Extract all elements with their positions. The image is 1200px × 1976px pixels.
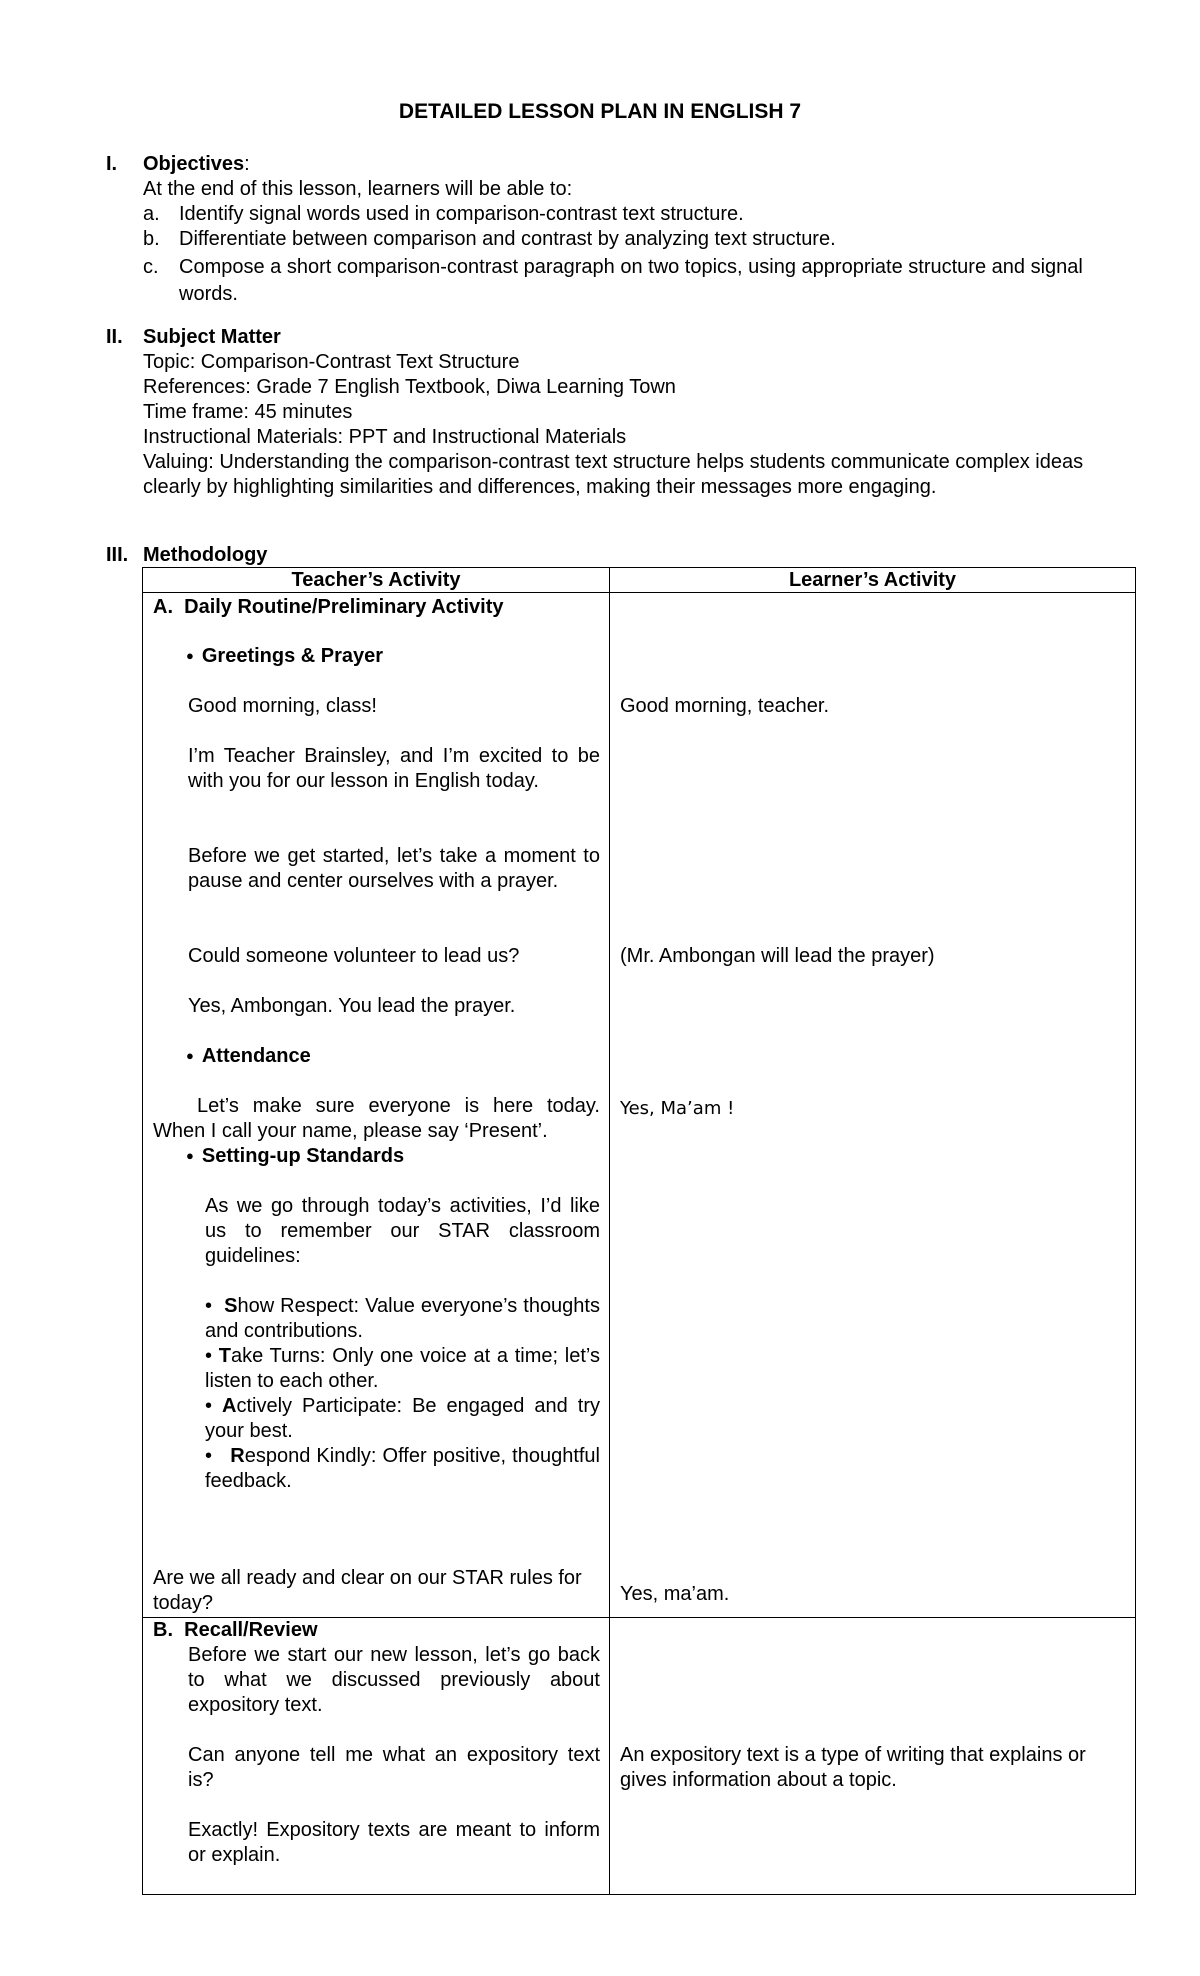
star-rule — [205, 1294, 600, 1344]
table-row — [143, 593, 1136, 1618]
heading-colon: : — [244, 153, 250, 175]
learner-ready: Yes, ma’am. — [620, 1583, 730, 1605]
section-b-heading — [153, 1618, 318, 1643]
valuing-line: Valuing: Understanding the comparison-contrast text structure helps students communicate complex ideas clearly by highlighting similarities and differences, making their messages more engaging. — [143, 451, 1084, 498]
teacher-attendance: Let’s make sure everyone is here today. When I call your name, please say ‘Present’. — [153, 1095, 600, 1142]
methodology-heading: Methodology — [143, 544, 268, 566]
section-number: I. — [106, 153, 118, 175]
time-frame-line: Time frame: 45 minutes — [143, 401, 353, 423]
item-text: Differentiate between comparison and contrast by analyzing text structure. — [179, 228, 836, 250]
section-title: Daily Routine/Preliminary Activity — [184, 596, 504, 618]
rule-text: how Respect: Value everyone’s thoughts and contributions. — [205, 1295, 600, 1342]
topic-line: Topic: Comparison-Contrast Text Structure — [143, 351, 520, 373]
item-letter: b. — [143, 228, 160, 250]
section-title: Recall/Review — [184, 1619, 318, 1641]
teacher-question: Can anyone tell me what an expository text is? — [188, 1744, 600, 1791]
greetings-bullet: ● Greetings & Prayer — [186, 644, 383, 670]
list-item — [143, 202, 1106, 227]
objectives-heading: Objectives — [143, 153, 245, 175]
methodology-table — [142, 567, 1136, 1895]
section-number: II. — [106, 326, 123, 348]
materials-line: Instructional Materials: PPT and Instructional Materials — [143, 426, 627, 448]
rule-letter: S — [224, 1295, 238, 1317]
rule-bullet: • — [205, 1295, 213, 1317]
rule-text: ctively Participate: Be engaged and try your best. — [205, 1395, 600, 1442]
item-letter: a. — [143, 203, 160, 225]
teacher-cell-b — [143, 1618, 610, 1895]
section-a-heading — [153, 595, 503, 620]
rule-text: espond Kindly: Offer positive, thoughtful feedback. — [205, 1445, 601, 1492]
teacher-cell-a — [143, 593, 610, 1618]
list-item — [143, 227, 1106, 252]
teacher-intro: I’m Teacher Brainsley, and I’m excited to be with you for our lesson in English today. — [188, 745, 600, 792]
subject-matter-heading: Subject Matter — [143, 326, 281, 348]
learner-activity-header: Learner’s Activity — [610, 568, 1136, 593]
section-number: III. — [106, 544, 129, 566]
objectives-intro: At the end of this lesson, learners will be able to: — [143, 178, 573, 200]
teacher-ready: Are we all ready and clear on our STAR rules for today? — [153, 1567, 582, 1614]
table-row — [143, 1618, 1136, 1895]
teacher-before: Before we start our new lesson, let’s go back to what we discussed previously about expository text. — [188, 1644, 600, 1716]
methodology-section — [106, 543, 1106, 568]
rule-letter: T — [218, 1345, 231, 1367]
learner-answer: An expository text is a type of writing that explains or gives information about a topic. — [620, 1744, 1086, 1791]
item-text: Identify signal words used in comparison-contrast text structure. — [179, 203, 744, 225]
rule-bullet: • — [205, 1395, 213, 1417]
section-letter: B. — [153, 1619, 173, 1641]
objectives-section — [106, 152, 1106, 308]
learner-present: Yes, Ma’am ! — [620, 1098, 735, 1119]
teacher-exactly: Exactly! Expository texts are meant to inform or explain. — [188, 1819, 600, 1866]
rule-letter: R — [230, 1445, 245, 1467]
teacher-volunteer: Could someone volunteer to lead us? — [188, 945, 520, 967]
rule-bullet: • — [205, 1345, 213, 1367]
standards-bullet: ● Setting-up Standards — [186, 1144, 404, 1170]
learner-prayer: (Mr. Ambongan will lead the prayer) — [620, 945, 935, 967]
document-title: DETAILED LESSON PLAN IN ENGLISH 7 — [398, 100, 802, 123]
rule-text: ake Turns: Only one voice at a time; let’s listen to each other. — [205, 1345, 600, 1392]
subject-matter-section — [106, 325, 1106, 500]
references-line: References: Grade 7 English Textbook, Diwa Learning Town — [143, 376, 676, 398]
attendance-bullet: ● Attendance — [186, 1044, 311, 1070]
rule-bullet: • — [205, 1445, 213, 1467]
item-letter: c. — [143, 256, 159, 278]
teacher-greeting: Good morning, class! — [188, 695, 377, 717]
learner-greeting: Good morning, teacher. — [620, 695, 830, 717]
star-rules — [205, 1294, 600, 1494]
star-rule — [205, 1344, 600, 1394]
rule-letter: A — [222, 1395, 237, 1417]
list-item — [143, 254, 1106, 308]
teacher-activity-header: Teacher’s Activity — [143, 568, 610, 593]
star-rule — [205, 1394, 600, 1444]
star-rule — [205, 1444, 600, 1494]
teacher-standards: As we go through today’s activities, I’d like us to remember our STAR classroom guidelines: — [205, 1195, 600, 1267]
objectives-list — [143, 202, 1106, 308]
item-text: Compose a short comparison-contrast paragraph on two topics, using appropriate structure and signal words. — [179, 256, 1083, 305]
section-letter: A. — [153, 596, 173, 618]
learner-cell-a — [610, 593, 1136, 1618]
teacher-pause: Before we get started, let’s take a moment to pause and center ourselves with a prayer. — [188, 845, 600, 892]
teacher-yes: Yes, Ambongan. You lead the prayer. — [188, 995, 516, 1017]
learner-cell-b — [610, 1618, 1136, 1895]
table-header-row — [143, 568, 1136, 593]
